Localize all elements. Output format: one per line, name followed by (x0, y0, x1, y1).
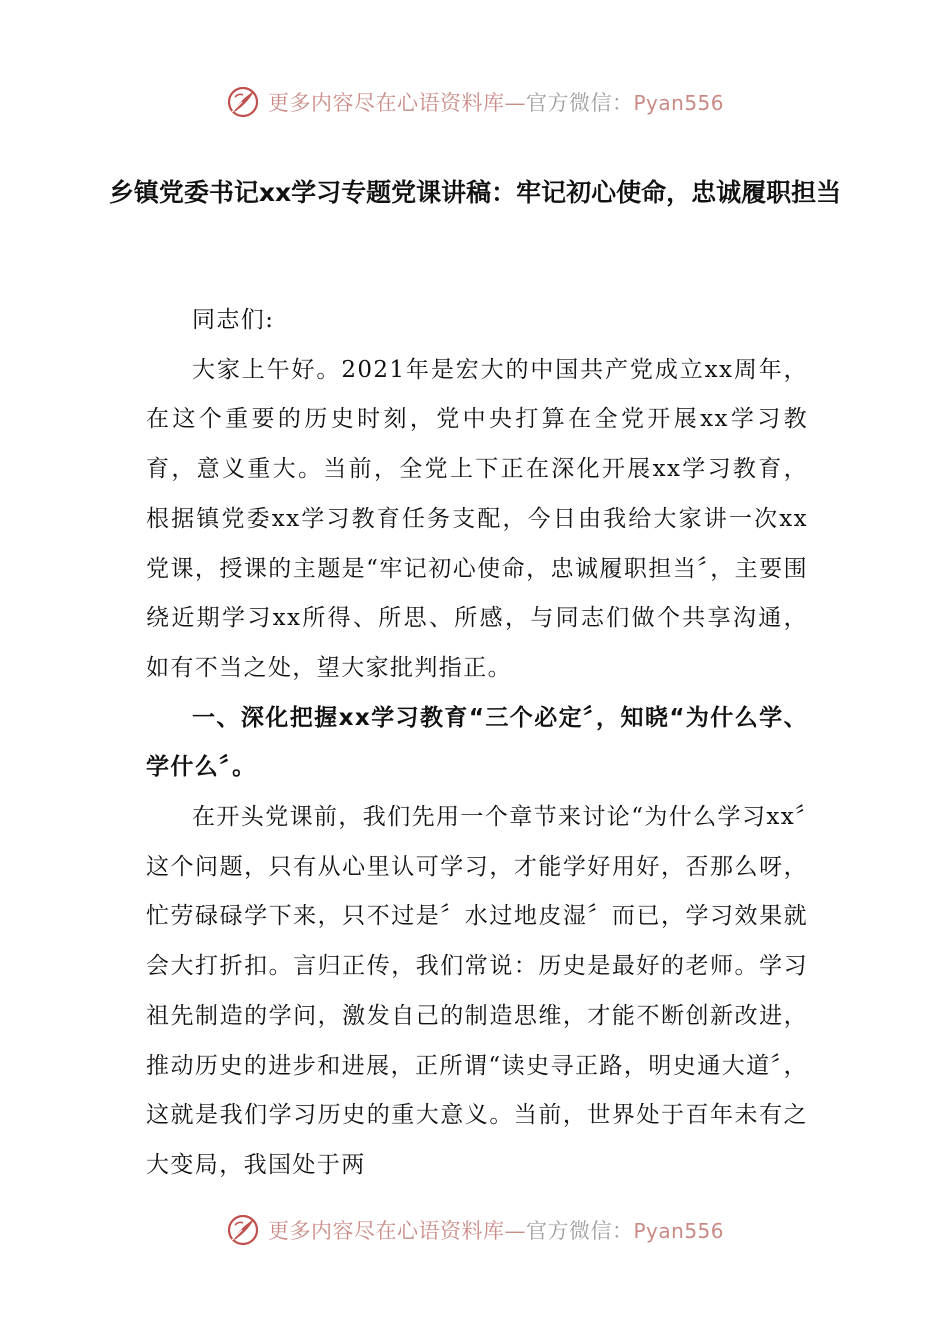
quill-pen-logo-icon (226, 85, 260, 119)
watermark-wechat-id: Pyan556 (633, 1219, 724, 1243)
watermark-official: 官方微信： (525, 91, 634, 115)
watermark-main: 更多内容尽在心语资料库 (267, 1219, 505, 1243)
header-watermark (0, 80, 950, 124)
paragraph-2: 在开头党课前，我们先用一个章节来讨论“为什么学习xx〞这个问题，只有从心里认可学习，才能学好用好，否那么呀，忙劳碌碌学下来，只不过是〞水过地皮湿〞而已，学习效果就会大打折扣。言归正传，我们常说：历史是最好的老师。学习祖先制造的学问，激发自己的制造思维，才能不断创新改进，推动历史的进步和进展，正所谓“读史寻正路，明史通大道〞，这就是我们学习历史的重大意义。当前，世界处于百年未有之大变局，我国处于两 (146, 804, 809, 1178)
paragraph-1: 大家上午好。2021年是宏大的中国共产党成立xx周年，在这个重要的历史时刻，党中央打算在全党开展xx学习教育，意义重大。当前，全党上下正在深化开展xx学习教育，根据镇党委xx学习教育任务支配，今日由我给大家讲一次xx党课，授课的主题是“牢记初心使命，忠诚履职担当〞，主要围绕近期学习xx所得、所思、所感，与同志们做个共享沟通，如有不当之处，望大家批判指正。 (146, 356, 808, 681)
watermark-official: 官方微信： (525, 1219, 634, 1243)
section-heading-1: 一、深化把握xx学习教育“三个必定〞，知晓“为什么学、学什么〞。 (146, 704, 808, 781)
quill-pen-logo-icon (226, 1213, 260, 1247)
footer-watermark (0, 1208, 950, 1252)
greeting: 同志们: (192, 307, 275, 333)
document-body (146, 296, 808, 1191)
watermark-dash: — (504, 1219, 526, 1243)
watermark-text (268, 1215, 724, 1245)
watermark-main: 更多内容尽在心语资料库 (267, 91, 505, 115)
watermark-dash: — (504, 91, 526, 115)
watermark-text (268, 87, 724, 117)
watermark-wechat-id: Pyan556 (633, 91, 724, 115)
document-title: 乡镇党委书记xx学习专题党课讲稿：牢记初心使命，忠诚履职担当 (108, 178, 842, 207)
